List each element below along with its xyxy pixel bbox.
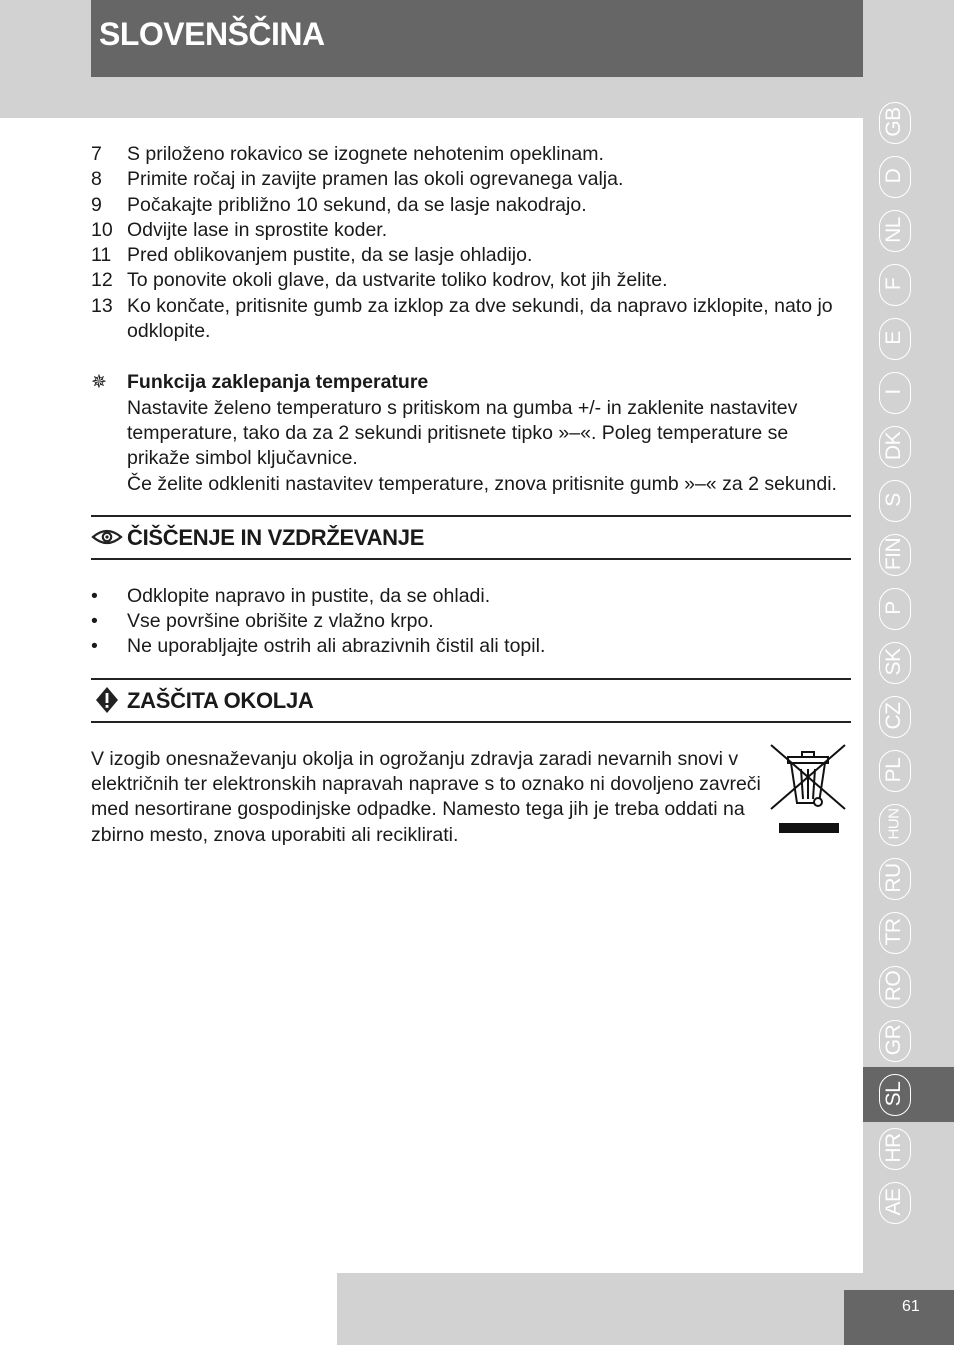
tab-label: TR bbox=[882, 918, 905, 946]
temperature-lock-tip bbox=[91, 370, 851, 496]
list-item-text: Odklopite napravo in pustite, da se ohladi. bbox=[127, 584, 491, 607]
tab-sl-active[interactable] bbox=[863, 1067, 954, 1122]
crossed-bin-icon bbox=[769, 741, 847, 848]
step-number: 9 bbox=[91, 193, 102, 216]
page-number-box bbox=[844, 1290, 954, 1345]
tab-label: PL bbox=[882, 757, 905, 783]
step-item bbox=[91, 294, 851, 345]
step-number: 7 bbox=[91, 143, 102, 165]
tab-hun[interactable] bbox=[863, 797, 954, 852]
tab-label: S bbox=[882, 493, 905, 507]
tab-ro[interactable] bbox=[863, 959, 954, 1014]
tab-d[interactable] bbox=[863, 149, 954, 204]
list-item bbox=[91, 609, 851, 634]
tip-text-unlock: Če želite odkleniti nastavitev temperature, znova pritisnite gumb »–« za 2 sekundi. bbox=[127, 472, 837, 495]
tab-ru[interactable] bbox=[863, 851, 954, 906]
tab-label: AE bbox=[882, 1188, 905, 1216]
step-number: 12 bbox=[91, 269, 113, 292]
step-item bbox=[91, 193, 851, 218]
step-item bbox=[91, 268, 851, 293]
environment-text: V izogib onesnaževanju okolja in ogrožanju zdravja zaradi nevarnih snovi v električnih ter elektronskih napravah naprave s to oznako ni dovoljeno zavreči med nesortirane gospodinjske odpadke. Namesto tega jih je treba oddati na zbirno mesto, znova uporabiti ali reciklirati. bbox=[91, 747, 761, 846]
star-icon: ✵ bbox=[91, 372, 107, 394]
tab-dk[interactable] bbox=[863, 419, 954, 474]
tab-hr[interactable] bbox=[863, 1121, 954, 1176]
tab-label: CZ bbox=[882, 702, 905, 730]
step-number: 8 bbox=[91, 168, 102, 191]
step-text: Počakajte približno 10 sekund, da se lasje nakodrajo. bbox=[127, 193, 587, 216]
bullet: • bbox=[91, 584, 98, 607]
tab-fin[interactable] bbox=[863, 527, 954, 582]
tab-sk[interactable] bbox=[863, 635, 954, 690]
step-number: 13 bbox=[91, 294, 113, 317]
tab-label: D bbox=[882, 168, 905, 184]
page-number: 61 bbox=[902, 1298, 920, 1315]
tab-gb[interactable] bbox=[863, 95, 954, 150]
tab-label: GB bbox=[882, 107, 905, 137]
tab-e[interactable] bbox=[863, 311, 954, 366]
tab-label: RO bbox=[882, 970, 905, 1002]
tab-tr[interactable] bbox=[863, 905, 954, 960]
list-item-text: Vse površine obrišite z vlažno krpo. bbox=[127, 610, 434, 633]
leaf-icon bbox=[91, 686, 127, 714]
content bbox=[91, 142, 851, 848]
step-item bbox=[91, 218, 851, 243]
tab-label: HUN bbox=[885, 808, 903, 840]
tab-label: E bbox=[882, 331, 905, 345]
list-item bbox=[91, 584, 851, 609]
cleaning-heading bbox=[91, 515, 851, 560]
step-text: Odvijte lase in sprostite koder. bbox=[127, 218, 388, 241]
step-item bbox=[91, 167, 851, 192]
footer-band bbox=[337, 1273, 844, 1345]
step-text: Primite ročaj in zavijte pramen las okoli ogrevanega valja. bbox=[127, 168, 624, 191]
page-title: SLOVENŠČINA bbox=[99, 16, 325, 52]
bottom-margin bbox=[0, 1273, 337, 1345]
tab-label: GR bbox=[882, 1024, 905, 1056]
title-bar bbox=[91, 0, 863, 77]
tab-label: HR bbox=[882, 1133, 905, 1163]
tab-label: P bbox=[882, 601, 905, 615]
tip-text: Nastavite želeno temperaturo s pritiskom na gumba +/- in zaklenite nastavitev temperature, tako da za 2 sekundi pritisnete tipko »–«. Poleg temperature se prikaže simbol ključavnice. bbox=[127, 396, 798, 470]
list-item-text: Ne uporabljajte ostrih ali abrazivnih čistil ali topil. bbox=[127, 635, 546, 658]
tab-label: SL bbox=[882, 1081, 905, 1107]
step-text: S priloženo rokavico se izognete nehotenim opeklinam. bbox=[127, 143, 604, 165]
tab-i[interactable] bbox=[863, 365, 954, 420]
step-text: Ko končate, pritisnite gumb za izklop za dve sekundi, da napravo izklopite, nato jo odklopite. bbox=[127, 294, 833, 343]
step-item bbox=[91, 142, 851, 167]
tab-ae[interactable] bbox=[863, 1175, 954, 1230]
environment-section bbox=[91, 747, 851, 848]
tab-label: SK bbox=[882, 648, 905, 676]
environment-heading bbox=[91, 678, 851, 723]
tab-pl[interactable] bbox=[863, 743, 954, 798]
tab-label: RU bbox=[882, 863, 905, 893]
tab-label: I bbox=[882, 389, 905, 395]
tab-label: FIN bbox=[882, 537, 905, 571]
tab-p[interactable] bbox=[863, 581, 954, 636]
tab-nl[interactable] bbox=[863, 203, 954, 258]
steps-list bbox=[91, 142, 851, 344]
tip-heading: Funkcija zaklepanja temperature bbox=[127, 371, 429, 394]
tab-label: NL bbox=[882, 217, 905, 243]
cleaning-list bbox=[91, 584, 851, 660]
step-item bbox=[91, 243, 851, 268]
tab-label: DK bbox=[882, 431, 905, 461]
cleaning-heading-text: ČIŠČENJE IN VZDRŽEVANJE bbox=[127, 524, 425, 550]
bullet: • bbox=[91, 610, 98, 633]
tab-gr[interactable] bbox=[863, 1013, 954, 1068]
step-number: 11 bbox=[91, 244, 112, 267]
tab-s[interactable] bbox=[863, 473, 954, 528]
tab-label: F bbox=[882, 277, 905, 291]
tab-f[interactable] bbox=[863, 257, 954, 312]
eye-icon bbox=[91, 527, 127, 547]
tab-cz[interactable] bbox=[863, 689, 954, 744]
list-item bbox=[91, 634, 851, 659]
step-text: To ponovite okoli glave, da ustvarite toliko kodrov, kot jih želite. bbox=[127, 269, 668, 292]
bullet: • bbox=[91, 635, 98, 658]
environment-heading-text: ZAŠČITA OKOLJA bbox=[127, 687, 314, 713]
step-text: Pred oblikovanjem pustite, da se lasje ohladijo. bbox=[127, 244, 533, 267]
step-number: 10 bbox=[91, 218, 113, 241]
